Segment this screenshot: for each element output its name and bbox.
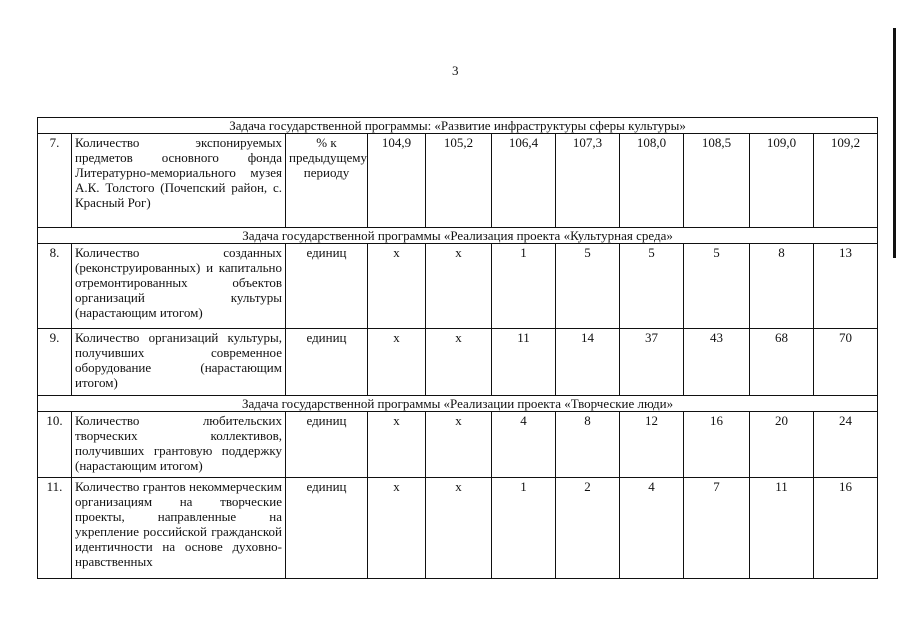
scan-edge-mark (893, 28, 896, 258)
row-number: 7. (38, 134, 72, 228)
indicator-name: Количество созданных (реконструированных) и капитально отремонтированных объектов организаций культуры (нарастающим итогом) (72, 244, 286, 329)
value-cell: 14 (556, 329, 620, 396)
indicator-name: Количество любительских творческих коллективов, получивших грантовую поддержку (нарастающим итогом) (72, 412, 286, 478)
section-header-cultural-environment (38, 228, 878, 244)
value-cell: 1 (492, 244, 556, 329)
value-cell: 11 (750, 478, 814, 579)
value-cell: 109,0 (750, 134, 814, 228)
value-cell: 5 (684, 244, 750, 329)
value-cell: 8 (750, 244, 814, 329)
value-cell: 5 (620, 244, 684, 329)
value-cell: 7 (684, 478, 750, 579)
value-cell: 16 (684, 412, 750, 478)
table-row (38, 478, 878, 579)
value-cell: 106,4 (492, 134, 556, 228)
section-title: Задача государственной программы «Реализации проекта «Творческие люди» (38, 396, 878, 412)
value-cell: 105,2 (426, 134, 492, 228)
value-cell: 68 (750, 329, 814, 396)
value-cell: 4 (492, 412, 556, 478)
indicator-name: Количество экспонируемых предметов основного фонда Литературно-мемориального музея А.К. Толстого (Почепский район, с. Красный Рог) (72, 134, 286, 228)
value-cell: х (426, 329, 492, 396)
value-cell: 108,0 (620, 134, 684, 228)
value-cell: х (368, 478, 426, 579)
value-cell: 4 (620, 478, 684, 579)
value-cell: 109,2 (814, 134, 878, 228)
indicator-name: Количество грантов некоммерческим организациям на творческие проекты, направленные на укрепление российской гражданской идентичности на основе духовно-нравственных (72, 478, 286, 579)
value-cell: х (368, 244, 426, 329)
table-row (38, 412, 878, 478)
value-cell: х (368, 412, 426, 478)
table-row (38, 244, 878, 329)
value-cell: 1 (492, 478, 556, 579)
unit-cell: единиц (286, 244, 368, 329)
value-cell: 43 (684, 329, 750, 396)
value-cell: х (426, 412, 492, 478)
row-number: 9. (38, 329, 72, 396)
page-number: 3 (452, 63, 459, 78)
value-cell: х (426, 244, 492, 329)
section-title: Задача государственной программы «Реализация проекта «Культурная среда» (38, 228, 878, 244)
value-cell: 16 (814, 478, 878, 579)
unit-cell: % к предыдущему периоду (286, 134, 368, 228)
section-title: Задача государственной программы: «Развитие инфраструктуры сферы культуры» (38, 118, 878, 134)
value-cell: 104,9 (368, 134, 426, 228)
value-cell: х (426, 478, 492, 579)
section-header-infrastructure (38, 118, 878, 134)
value-cell: 108,5 (684, 134, 750, 228)
value-cell: 107,3 (556, 134, 620, 228)
section-header-creative-people (38, 396, 878, 412)
row-number: 8. (38, 244, 72, 329)
value-cell: 12 (620, 412, 684, 478)
indicator-name: Количество организаций культуры, получивших современное оборудование (нарастающим итогом) (72, 329, 286, 396)
value-cell: 11 (492, 329, 556, 396)
value-cell: 70 (814, 329, 878, 396)
unit-cell: единиц (286, 329, 368, 396)
table-row (38, 134, 878, 228)
value-cell: 37 (620, 329, 684, 396)
value-cell: 8 (556, 412, 620, 478)
value-cell: 2 (556, 478, 620, 579)
unit-cell: единиц (286, 478, 368, 579)
value-cell: 24 (814, 412, 878, 478)
table-row (38, 329, 878, 396)
value-cell: 5 (556, 244, 620, 329)
value-cell: 20 (750, 412, 814, 478)
value-cell: 13 (814, 244, 878, 329)
value-cell: х (368, 329, 426, 396)
indicators-table (37, 117, 878, 579)
row-number: 11. (38, 478, 72, 579)
unit-cell: единиц (286, 412, 368, 478)
row-number: 10. (38, 412, 72, 478)
